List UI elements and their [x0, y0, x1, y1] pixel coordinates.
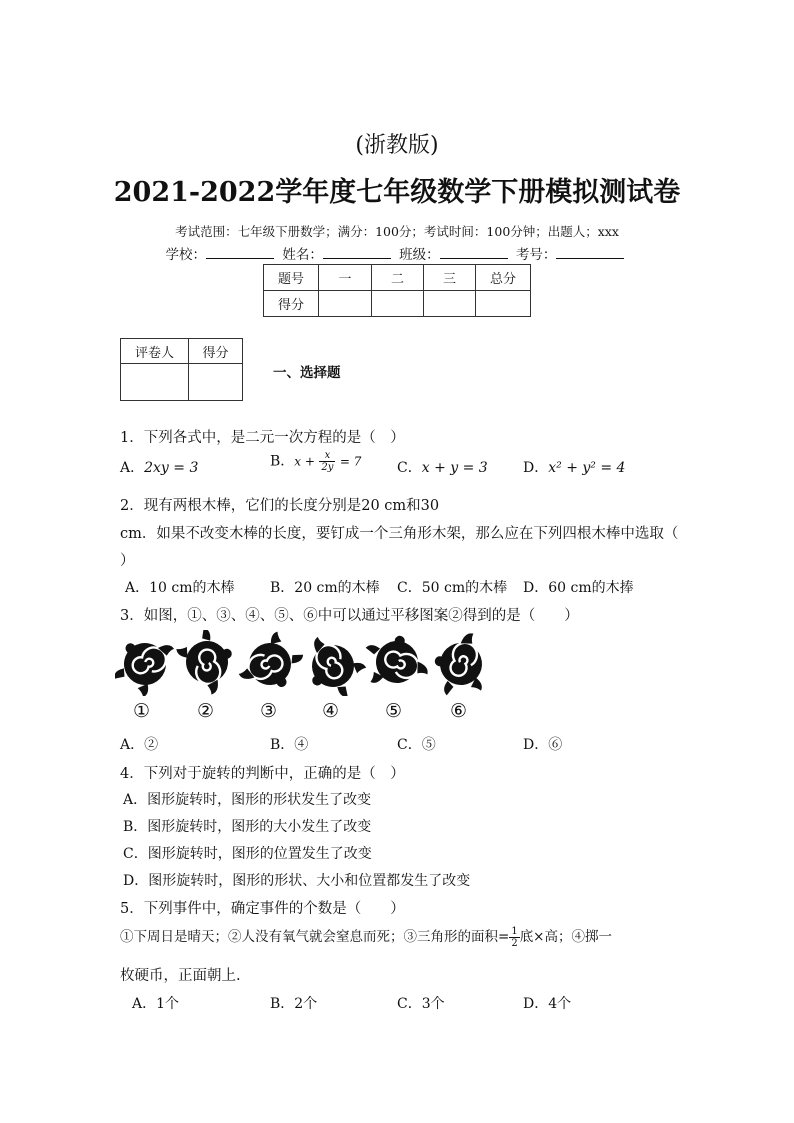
score-cell[interactable]	[319, 291, 372, 317]
q2-line2: cm．如果不改变木棒的长度，要钉成一个三角形木架，那么应在下列四根木棒中选取（	[120, 526, 679, 542]
grader-score-cell[interactable]	[189, 364, 243, 401]
q1-b-num: x	[319, 450, 335, 462]
figure-label-5: ⑤	[385, 700, 403, 722]
figure-label-3: ③	[260, 700, 278, 722]
q1-b-label: B．	[270, 453, 295, 470]
q3-pattern-figures	[115, 630, 505, 696]
q2-line3: ）	[120, 553, 135, 569]
score-cell[interactable]	[476, 291, 531, 317]
score-table	[263, 264, 531, 317]
q2-line1: 2．现有两根木棒，它们的长度分别是20 cm和30	[120, 498, 440, 514]
q1-option-a[interactable]	[120, 457, 198, 477]
name-blank[interactable]	[323, 246, 391, 259]
q2-option-b[interactable]: B．20 cm的木棒	[270, 580, 380, 596]
q5-events-post: 底×高；④掷一	[519, 929, 612, 945]
grader-table	[120, 338, 243, 401]
figure-3-swirl-icon	[238, 630, 308, 695]
q1-b-post: = 7	[339, 454, 362, 469]
page-title: 2021-2022学年度七年级数学下册模拟测试卷	[113, 177, 681, 208]
figure-label-4: ④	[322, 700, 340, 722]
q1-b-pre: x +	[294, 454, 315, 469]
figure-5-swirl-icon	[354, 630, 429, 696]
figure-label-2: ②	[197, 700, 215, 722]
q5-events-pre: ①下周日是晴天；②人没有氧气就会窒息而死；③三角形的面积=	[120, 929, 510, 945]
q1-c-expr: x + y = 3	[421, 460, 488, 476]
q1-b-den: 2y	[321, 462, 334, 473]
score-header-cell: 一	[319, 265, 372, 291]
school-blank[interactable]	[206, 246, 274, 259]
score-table-header-row	[264, 265, 531, 291]
q5-stem: 5．下列事件中，确定事件的个数是（ ）	[120, 901, 405, 917]
score-header-cell: 二	[372, 265, 424, 291]
q3-stem: 3．如图，①、③、④、⑤、⑥中可以通过平移图案②得到的是（ ）	[120, 608, 579, 624]
score-header-cell: 三	[424, 265, 476, 291]
q5-frac-den: 2	[511, 938, 518, 949]
score-table-row	[264, 291, 531, 317]
q5-option-b[interactable]: B．2个	[270, 996, 318, 1012]
score-header-cell: 总分	[476, 265, 531, 291]
q3-option-c[interactable]: C．⑤	[397, 737, 436, 753]
q1-c-label: C．	[397, 460, 422, 476]
grader-cell[interactable]	[121, 364, 189, 401]
student-fields	[0, 243, 794, 263]
grader-header: 评卷人	[121, 339, 189, 364]
q5-option-c[interactable]: C．3个	[397, 996, 445, 1012]
grader-table-row	[121, 364, 243, 401]
q3-option-d[interactable]: D．⑥	[523, 737, 563, 753]
score-header-cell: 题号	[264, 265, 319, 291]
q3-option-b[interactable]: B．④	[270, 737, 309, 753]
figure-label-6: ⑥	[450, 700, 468, 722]
q5-fraction	[509, 926, 519, 949]
q1-b-fraction	[319, 450, 335, 473]
q2-option-a[interactable]: A．10 cm的木棒	[125, 580, 235, 596]
q1-stem: 1．下列各式中，是二元一次方程的是（ ）	[120, 430, 405, 446]
q1-d-label: D．	[523, 460, 549, 476]
grader-score-header: 得分	[189, 339, 243, 364]
exam-info: 考试范围：七年级下册数学；满分：100分；考试时间：100分钟；出题人；xxx	[175, 224, 619, 239]
q2-option-d[interactable]: D．60 cm的木捧	[523, 580, 634, 596]
q2-option-c[interactable]: C．50 cm的木棒	[397, 580, 508, 596]
figure-4-swirl-icon	[306, 636, 370, 696]
q1-a-expr: 2xy = 3	[144, 460, 199, 476]
q1-option-b[interactable]	[270, 450, 361, 473]
q4-option-a[interactable]: A．图形旋转时，图形的形状发生了改变	[123, 792, 372, 808]
q5-option-d[interactable]: D．4个	[523, 996, 572, 1012]
q5-events-line1	[120, 925, 612, 949]
q5-events-line2: 枚硬币，正面朝上.	[120, 968, 241, 984]
figure-6-swirl-icon	[425, 631, 500, 696]
q1-option-c[interactable]	[397, 457, 488, 477]
score-cell[interactable]	[372, 291, 424, 317]
q4-stem: 4．下列对于旋转的判断中，正确的是（ ）	[120, 766, 405, 782]
q5-frac-num: 1	[511, 926, 518, 937]
q4-option-d[interactable]: D．图形旋转时，图形的形状、大小和位置都发生了改变	[123, 873, 471, 889]
number-blank[interactable]	[556, 246, 624, 259]
q3-option-a[interactable]: A．②	[120, 737, 159, 753]
school-label: 学校：	[165, 247, 207, 263]
score-cell[interactable]	[424, 291, 476, 317]
figure-1-swirl-icon	[115, 637, 175, 696]
q4-option-c[interactable]: C．图形旋转时，图形的位置发生了改变	[123, 846, 372, 862]
name-label: 姓名：	[282, 247, 323, 263]
q4-option-b[interactable]: B．图形旋转时，图形的大小发生了改变	[123, 819, 372, 835]
class-label: 班级：	[399, 247, 440, 263]
section-heading: 一、选择题	[273, 365, 341, 381]
grader-table-header-row	[121, 339, 243, 364]
q1-d-expr: x² + y² = 4	[548, 460, 626, 476]
figure-label-1: ①	[133, 700, 151, 722]
class-blank[interactable]	[440, 246, 508, 259]
score-row-label: 得分	[264, 291, 319, 317]
q1-a-label: A．	[120, 460, 145, 476]
edition-label: (浙教版)	[355, 133, 439, 158]
q1-option-d[interactable]	[523, 457, 625, 477]
q5-option-a[interactable]: A．1个	[132, 996, 180, 1012]
number-label: 考号：	[515, 247, 557, 263]
figure-2-swirl-icon	[165, 630, 240, 696]
